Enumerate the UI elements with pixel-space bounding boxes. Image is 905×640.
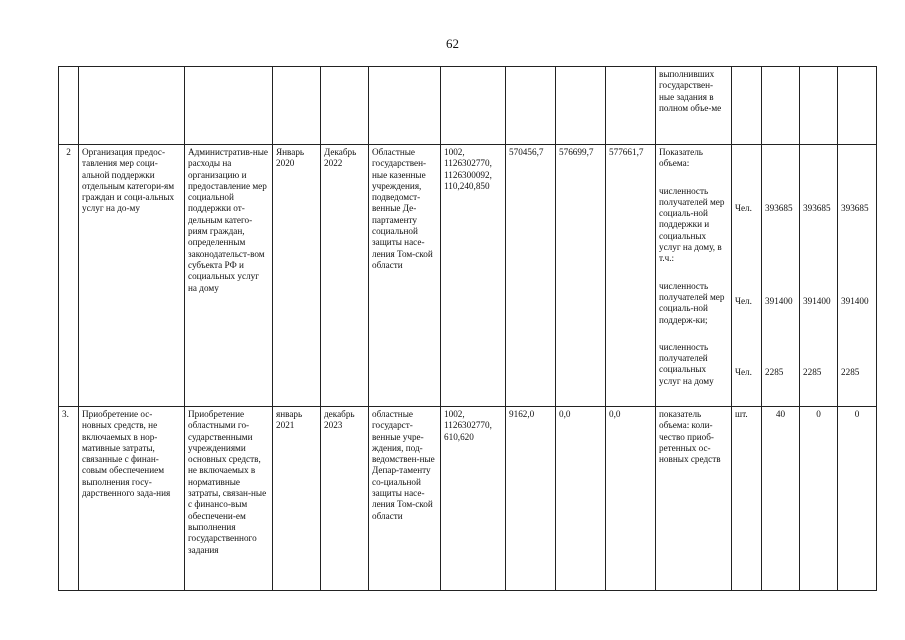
cell-expense: Приобретение областными го-сударственными учреждениями основных средств, не включаемых в нормативные затраты, связан-ные с финансо-вым обеспечени-ем выполнения государственного задания <box>185 407 273 591</box>
cell-amount3 <box>606 67 656 145</box>
cell-value-b <box>800 145 838 407</box>
cell-amount2: 0,0 <box>556 407 606 591</box>
cell-codes: 1002, 1126302770, 610,620 <box>441 407 506 591</box>
unit-value: Чел. <box>735 296 752 307</box>
program-activities-table <box>58 66 877 591</box>
cell-value-a: 40 <box>762 407 800 591</box>
indicator-title: Показатель объема: <box>659 147 703 169</box>
value: 2285 <box>841 366 860 377</box>
cell-amount1 <box>506 67 556 145</box>
value: 393685 <box>765 203 793 213</box>
cell-value-a <box>762 145 800 407</box>
cell-name <box>79 67 185 145</box>
cell-end <box>321 67 369 145</box>
value: 2285 <box>803 366 822 377</box>
cell-executor <box>369 67 441 145</box>
value: 391400 <box>765 296 793 307</box>
cell-end: декабрь 2023 <box>321 407 369 591</box>
value: 391400 <box>841 296 869 307</box>
unit-value: Чел. <box>735 203 752 213</box>
cell-num <box>59 67 79 145</box>
cell-start: январь 2021 <box>273 407 321 591</box>
indicator-item: численность получателей мер социаль-ной поддерж-ки; <box>659 280 725 325</box>
table-row <box>59 407 877 591</box>
cell-unit <box>732 67 762 145</box>
cell-value-c: 0 <box>838 407 877 591</box>
cell-start: Январь 2020 <box>273 145 321 407</box>
indicator-item: численность получателей социальных услуг на дому <box>659 341 714 386</box>
cell-amount3: 0,0 <box>606 407 656 591</box>
cell-indicator <box>656 145 732 407</box>
cell-amount1: 570456,7 <box>506 145 556 407</box>
value: 2285 <box>765 366 784 377</box>
indicator-item: численность получателей мер социаль-ной поддержки и социальных услуг на дому, в т.ч.: <box>659 185 725 264</box>
cell-indicator: показатель объема: коли-чество приоб-ретенных ос-новных средств <box>656 407 732 591</box>
cell-value-c <box>838 67 877 145</box>
cell-name: Приобретение ос-новных средств, не включаемых в нор-мативные затраты, связанные с финан-совым обеспечением выполнения госу-дарственного зада-ния <box>79 407 185 591</box>
value: 393685 <box>803 203 831 213</box>
cell-value-b: 0 <box>800 407 838 591</box>
cell-value-a <box>762 67 800 145</box>
page-number: 62 <box>446 36 459 51</box>
cell-unit: шт. <box>732 407 762 591</box>
cell-codes <box>441 67 506 145</box>
cell-indicator: выполнивших государствен-ные задания в полном объе-ме <box>656 67 732 145</box>
cell-codes: 1002, 1126302770, 1126300092, 110,240,850 <box>441 145 506 407</box>
cell-amount2: 576699,7 <box>556 145 606 407</box>
cell-value-c <box>838 145 877 407</box>
cell-amount3: 577661,7 <box>606 145 656 407</box>
value: 391400 <box>803 296 831 307</box>
cell-name: Организация предос-тавления мер соци-альной поддержки отдельным категори-ям граждан и соци-альных услуг на до-му <box>79 145 185 407</box>
cell-num: 3. <box>59 407 79 591</box>
cell-amount2 <box>556 67 606 145</box>
cell-end: Декабрь 2022 <box>321 145 369 407</box>
cell-start <box>273 67 321 145</box>
cell-executor: Областные государствен-ные казенные учреждения, подведомст-венные Де-партаменту социальной защиты насе-ления Том-ской области <box>369 145 441 407</box>
cell-executor: областные государст-венные учре-ждения, под-ведомствен-ные Депар-таменту со-циальной защиты насе-ления Том-ской области <box>369 407 441 591</box>
cell-unit <box>732 145 762 407</box>
cell-amount1: 9162,0 <box>506 407 556 591</box>
cell-expense <box>185 67 273 145</box>
value: 393685 <box>841 203 869 213</box>
cell-expense: Административ-ные расходы на организацию и предоставление мер социальной поддержки от-дельным катего-риям граждан, определенным законодательст-вом субъекта РФ и социальных услуг на дому <box>185 145 273 407</box>
cell-value-b <box>800 67 838 145</box>
cell-num: 2 <box>59 145 79 407</box>
unit-value: Чел. <box>735 366 752 377</box>
table-row <box>59 145 877 407</box>
table-row-continuation <box>59 67 877 145</box>
